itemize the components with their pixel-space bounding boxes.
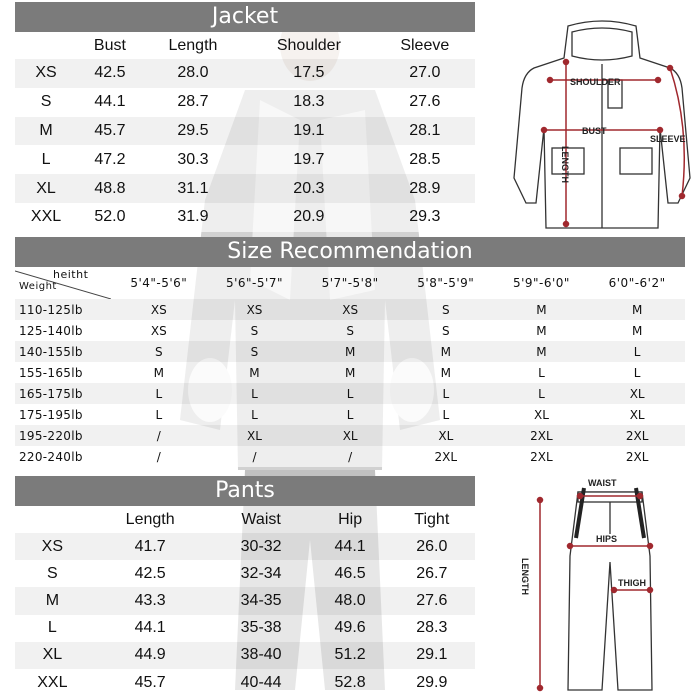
pants-header-row [15,506,475,533]
recommended-size-cell: M [494,341,590,362]
jacket-size-label: S [15,88,77,117]
size-recommendation-table [15,267,685,467]
recommended-size-cell: XS [207,299,303,320]
pants-value-cell: 29.9 [389,669,475,696]
jacket-size-label: XXL [15,203,77,232]
pants-size-label: XS [15,533,90,560]
recommended-size-cell: S [398,320,494,341]
jacket-value-cell: 28.1 [375,117,475,146]
pants-column-header [15,506,90,533]
jacket-table-row [15,174,475,203]
jacket-value-cell: 19.7 [243,145,374,174]
jacket-value-cell: 30.3 [143,145,243,174]
height-range-header: 5'9"-6'0" [494,267,590,299]
hips-label: HIPS [596,534,618,544]
recommended-size-cell: L [302,383,398,404]
jacket-size-table [15,32,475,232]
recommended-size-cell: / [111,425,207,446]
jacket-value-cell: 42.5 [77,59,143,88]
jacket-table-row [15,59,475,88]
height-range-header: 5'7"-5'8" [302,267,398,299]
jacket-size-label: XL [15,174,77,203]
pants-value-cell: 38-40 [211,642,312,669]
jacket-title: Jacket [15,2,475,32]
recommended-size-cell: L [589,362,685,383]
pants-size-label: S [15,560,90,587]
recommended-size-cell: M [398,362,494,383]
recommended-size-cell: L [207,383,303,404]
pants-value-cell: 29.1 [389,642,475,669]
pants-size-table [15,506,475,696]
pants-title: Pants [15,476,475,506]
pants-value-cell: 40-44 [211,669,312,696]
height-range-header: 5'8"-5'9" [398,267,494,299]
pants-value-cell: 44.1 [312,533,389,560]
weight-range-label: 175-195lb [15,404,111,425]
jacket-size-label: XS [15,59,77,88]
recommendation-row [15,446,685,467]
pants-value-cell: 52.8 [312,669,389,696]
recommended-size-cell: / [207,446,303,467]
recommended-size-cell: M [494,320,590,341]
weight-range-label: 155-165lb [15,362,111,383]
recommendation-row [15,404,685,425]
pants-value-cell: 35-38 [211,615,312,642]
recommended-size-cell: XL [494,404,590,425]
jacket-value-cell: 28.5 [375,145,475,174]
pants-value-cell: 44.1 [90,615,211,642]
weight-range-label: 165-175lb [15,383,111,404]
pants-value-cell: 34-35 [211,587,312,614]
jacket-value-cell: 19.1 [243,117,374,146]
jacket-value-cell: 28.7 [143,88,243,117]
pants-table-row [15,669,475,696]
jacket-length-label: LENGTH [560,146,570,183]
weight-axis-label: Weight [19,281,57,292]
recommended-size-cell: M [302,362,398,383]
pants-value-cell: 43.3 [90,587,211,614]
jacket-size-label: L [15,145,77,174]
shoulder-label: SHOULDER [570,77,621,87]
height-axis-label: heitht [53,268,89,281]
pants-size-label: XL [15,642,90,669]
pants-column-header: Waist [211,506,312,533]
pants-length-label: LENGTH [520,558,530,595]
jacket-value-cell: 27.0 [375,59,475,88]
pants-value-cell: 46.5 [312,560,389,587]
jacket-value-cell: 17.5 [243,59,374,88]
recommended-size-cell: L [111,383,207,404]
recommendation-row [15,383,685,404]
recommended-size-cell: S [207,341,303,362]
weight-range-label: 110-125lb [15,299,111,320]
sleeve-label: SLEEVE [650,134,686,144]
recommended-size-cell: M [398,341,494,362]
jacket-value-cell: 20.3 [243,174,374,203]
jacket-value-cell: 18.3 [243,88,374,117]
recommendation-row [15,362,685,383]
jacket-table-row [15,117,475,146]
jacket-table-row [15,145,475,174]
pants-column-header: Hip [312,506,389,533]
recommended-size-cell: L [207,404,303,425]
jacket-value-cell: 29.5 [143,117,243,146]
jacket-value-cell: 31.9 [143,203,243,232]
pants-table-row [15,560,475,587]
pants-table-row [15,587,475,614]
jacket-column-header [15,32,77,59]
pants-value-cell: 45.7 [90,669,211,696]
recommended-size-cell: M [302,341,398,362]
jacket-column-header: Bust [77,32,143,59]
recommended-size-cell: / [111,446,207,467]
jacket-measurement-diagram [510,18,695,236]
jacket-table-row [15,203,475,232]
thigh-label: THIGH [618,578,646,588]
recommended-size-cell: M [589,320,685,341]
recommended-size-cell: L [494,383,590,404]
jacket-table-row [15,88,475,117]
pants-size-label: XXL [15,669,90,696]
recommended-size-cell: 2XL [589,425,685,446]
pants-value-cell: 49.6 [312,615,389,642]
recommendation-row [15,425,685,446]
pants-column-header: Length [90,506,211,533]
jacket-value-cell: 29.3 [375,203,475,232]
jacket-value-cell: 47.2 [77,145,143,174]
recommended-size-cell: M [589,299,685,320]
pants-size-label: M [15,587,90,614]
jacket-value-cell: 28.0 [143,59,243,88]
recommended-size-cell: XS [111,299,207,320]
height-range-header: 5'6"-5'7" [207,267,303,299]
jacket-column-header: Sleeve [375,32,475,59]
pants-value-cell: 32-34 [211,560,312,587]
recommended-size-cell: S [302,320,398,341]
pants-value-cell: 41.7 [90,533,211,560]
recommendation-row [15,341,685,362]
pants-size-label: L [15,615,90,642]
recommended-size-cell: XL [207,425,303,446]
recommendation-row [15,320,685,341]
pants-value-cell: 26.7 [389,560,475,587]
recommendation-header-row [15,267,685,299]
recommended-size-cell: XL [589,383,685,404]
height-range-header: 6'0"-6'2" [589,267,685,299]
recommended-size-cell: M [111,362,207,383]
pants-value-cell: 51.2 [312,642,389,669]
recommended-size-cell: L [589,341,685,362]
jacket-value-cell: 28.9 [375,174,475,203]
recommended-size-cell: XL [398,425,494,446]
pants-value-cell: 26.0 [389,533,475,560]
jacket-value-cell: 52.0 [77,203,143,232]
height-weight-corner [15,267,111,299]
pants-value-cell: 44.9 [90,642,211,669]
jacket-value-cell: 20.9 [243,203,374,232]
recommended-size-cell: M [494,299,590,320]
recommended-size-cell: M [207,362,303,383]
jacket-column-header: Shoulder [243,32,374,59]
bust-label: BUST [582,126,607,136]
recommended-size-cell: S [111,341,207,362]
jacket-size-label: M [15,117,77,146]
pants-value-cell: 42.5 [90,560,211,587]
recommended-size-cell: S [207,320,303,341]
size-recommendation-title: Size Recommendation [15,237,685,267]
recommended-size-cell: L [302,404,398,425]
pants-value-cell: 28.3 [389,615,475,642]
pants-value-cell: 48.0 [312,587,389,614]
recommended-size-cell: XL [589,404,685,425]
recommended-size-cell: XL [302,425,398,446]
recommended-size-cell: L [111,404,207,425]
recommendation-row [15,299,685,320]
jacket-column-header: Length [143,32,243,59]
recommended-size-cell: S [398,299,494,320]
pants-value-cell: 30-32 [211,533,312,560]
jacket-value-cell: 48.8 [77,174,143,203]
recommended-size-cell: L [398,404,494,425]
pants-measurement-diagram [510,474,695,696]
recommended-size-cell: 2XL [494,446,590,467]
jacket-value-cell: 27.6 [375,88,475,117]
recommended-size-cell: XS [302,299,398,320]
pants-table-row [15,615,475,642]
recommended-size-cell: XS [111,320,207,341]
recommended-size-cell: 2XL [398,446,494,467]
jacket-value-cell: 31.1 [143,174,243,203]
jacket-header-row [15,32,475,59]
jacket-value-cell: 45.7 [77,117,143,146]
weight-range-label: 195-220lb [15,425,111,446]
pants-table-row [15,642,475,669]
weight-range-label: 140-155lb [15,341,111,362]
pants-table-row [15,533,475,560]
waist-label: WAIST [588,478,617,488]
recommended-size-cell: L [398,383,494,404]
recommended-size-cell: / [302,446,398,467]
weight-range-label: 125-140lb [15,320,111,341]
weight-range-label: 220-240lb [15,446,111,467]
recommended-size-cell: 2XL [589,446,685,467]
jacket-value-cell: 44.1 [77,88,143,117]
height-range-header: 5'4"-5'6" [111,267,207,299]
pants-column-header: Tight [389,506,475,533]
recommended-size-cell: L [494,362,590,383]
recommended-size-cell: 2XL [494,425,590,446]
pants-value-cell: 27.6 [389,587,475,614]
